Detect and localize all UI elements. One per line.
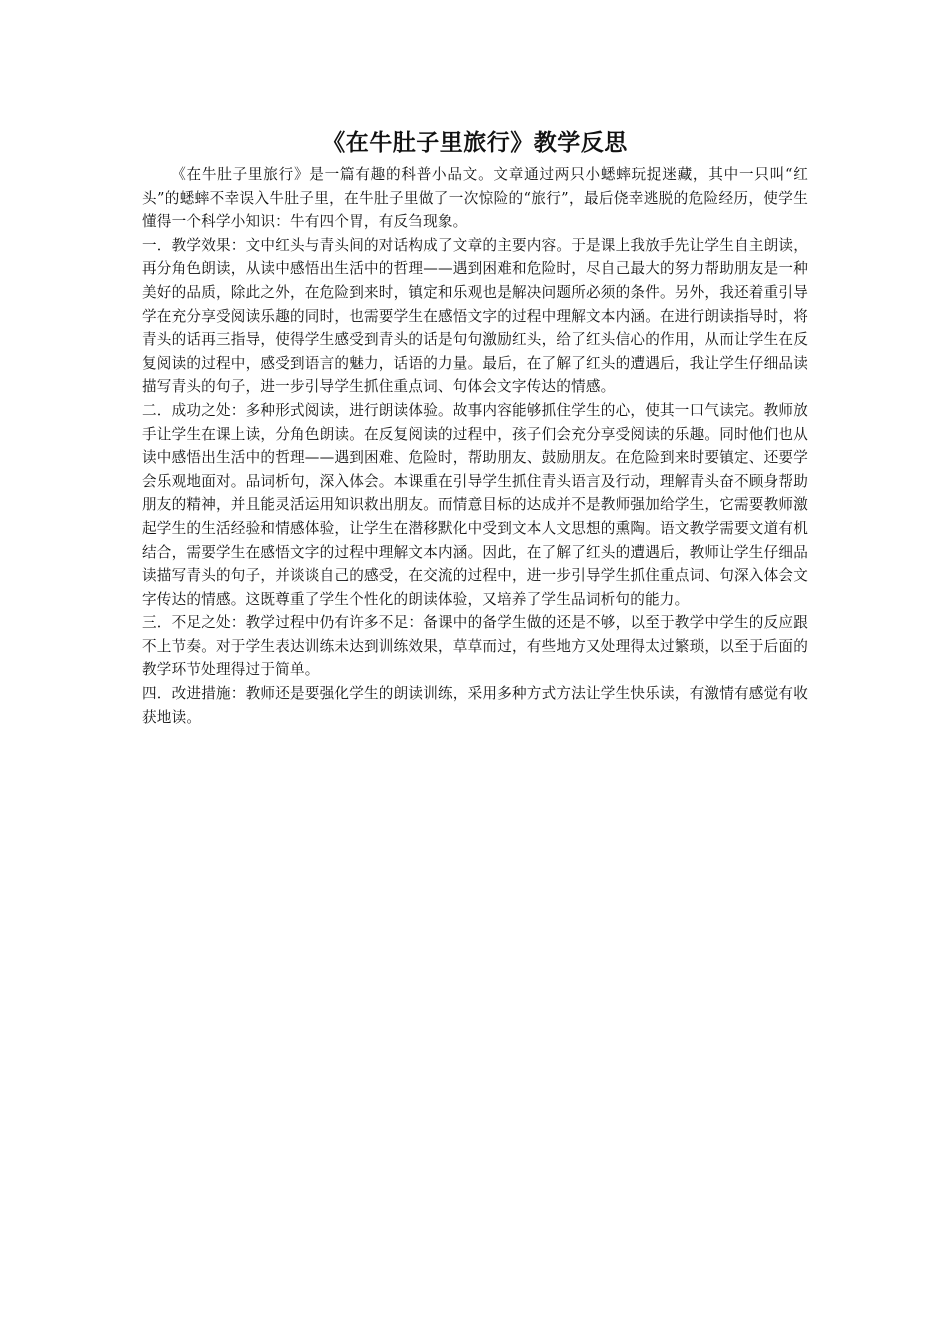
document-body [142, 125, 808, 729]
section-successes: 二．成功之处：多种形式阅读，进行朗读体验。故事内容能够抓住学生的心，使其一口气读完。教师放手让学生在课上读，分角色朗读。在反复阅读的过程中，孩子们会充分享受阅读的乐趣。同时他们也从读中感悟出生活中的哲理——遇到困难、危险时，帮助朋友、鼓励朋友。在危险到来时要镇定、还要学会乐观地面对。品词析句，深入体会。本课重在引导学生抓住青头语言及行动，理解青头奋不顾身帮助朋友的精神，并且能灵活运用知识救出朋友。而情意目标的达成并不是教师强加给学生，它需要教师激起学生的生活经验和情感体验，让学生在潜移默化中受到文本人文思想的熏陶。语文教学需要文道有机结合，需要学生在感悟文字的过程中理解文本内涵。因此，在了解了红头的遭遇后，教师让学生仔细品读描写青头的句子，并谈谈自己的感受，在交流的过程中，进一步引导学生抓住重点词、句深入体会文字传达的情感。这既尊重了学生个性化的朗读体验，又培养了学生品词析句的能力。 [142, 401, 808, 608]
document-title: 《在牛肚子里旅行》教学反思 [322, 130, 628, 156]
section-teaching-effect: 一．教学效果：文中红头与青头间的对话构成了文章的主要内容。于是课上我放手先让学生自主朗读，再分角色朗读，从读中感悟出生活中的哲理——遇到困难和危险时，尽自己最大的努力帮助朋友是一种美好的品质，除此之外，在危险到来时，镇定和乐观也是解决问题所必须的条件。另外，我还着重引导学在充分享受阅读乐趣的同时，也需要学生在感悟文字的过程中理解文本内涵。在进行朗读指导时，将青头的话再三指导，使得学生感受到青头的话是句句激励红头，给了红头信心的作用，从而让学生在反复阅读的过程中，感受到语言的魅力，话语的力量。最后，在了解了红头的遭遇后，我让学生仔细品读描写青头的句子，进一步引导学生抓住重点词、句体会文字传达的情感。 [142, 236, 808, 396]
intro-paragraph: 《在牛肚子里旅行》是一篇有趣的科普小品文。文章通过两只小蟋蟀玩捉迷藏，其中一只叫“红头”的蟋蟀不幸误入牛肚子里，在牛肚子里做了一次惊险的“旅行”，最后侥幸逃脱的危险经历，使学生懂得一个科学小知识：牛有四个胃，有反刍现象。 [142, 166, 808, 231]
section-shortcomings: 三．不足之处：教学过程中仍有许多不足：备课中的备学生做的还是不够，以至于教学中学生的反应跟不上节奏。对于学生表达训练未达到训练效果，草草而过，有些地方又处理得太过繁琐，以至于后面的教学环节处理得过于简单。 [142, 614, 808, 679]
section-improvements: 四．改进措施：教师还是要强化学生的朗读训练，采用多种方式方法让学生快乐读，有激情有感觉有收获地读。 [142, 685, 808, 726]
